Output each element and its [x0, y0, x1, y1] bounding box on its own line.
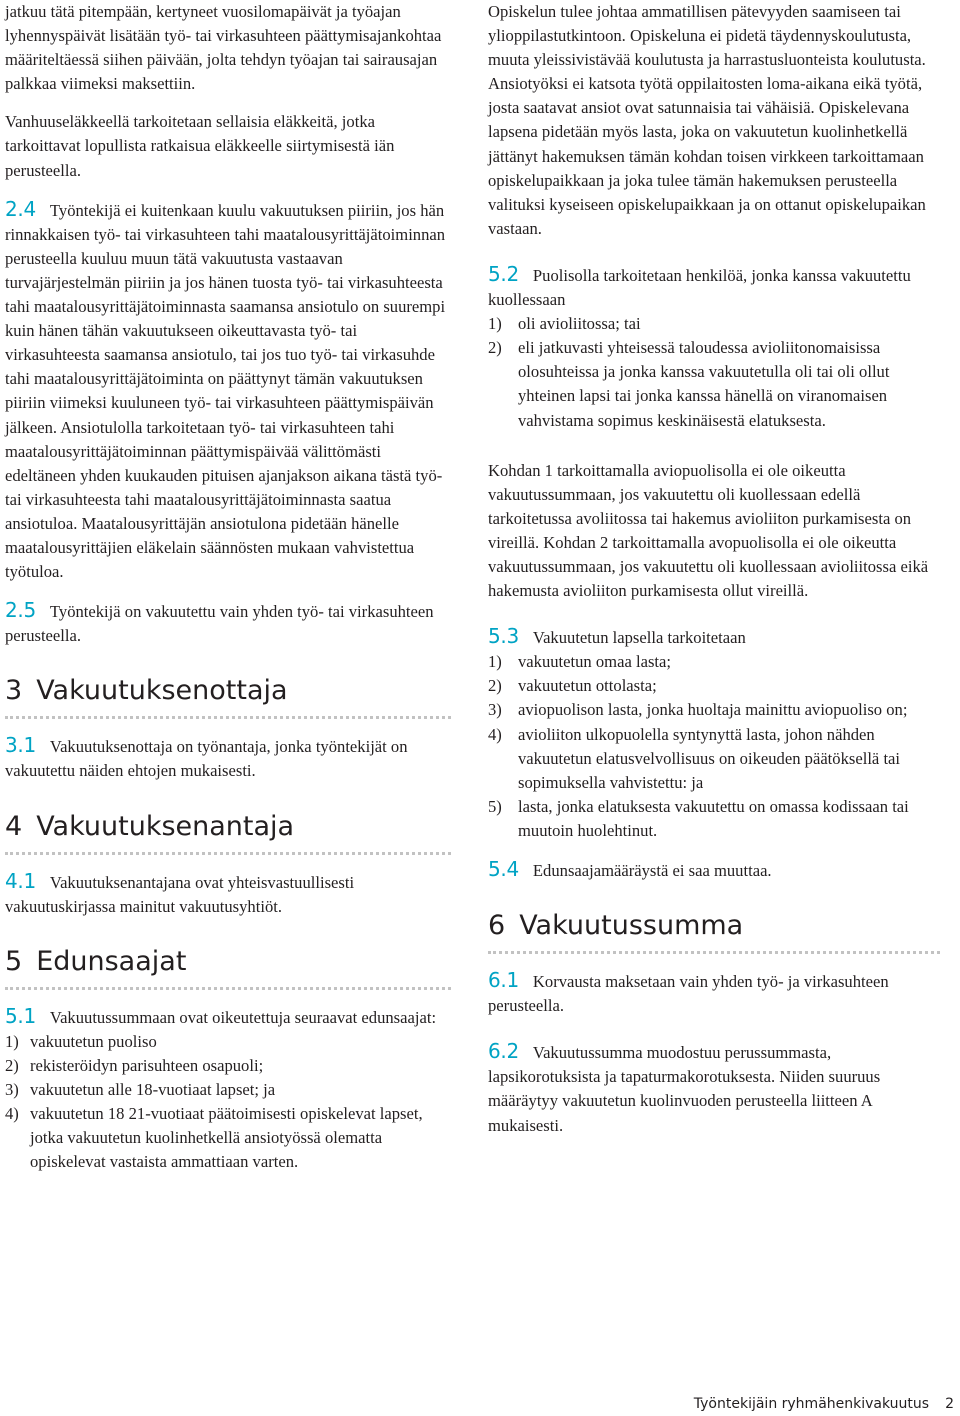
section-2-4 — [5, 197, 451, 585]
list-item — [488, 723, 940, 795]
section-text: Vakuutuksenottaja on työnantaja, jonka työntekijät on vakuutettu näiden ehtojen mukaisesti. — [5, 737, 408, 781]
section-text: Työntekijä ei kuitenkaan kuulu vakuutuksen piiriin, jos hän rinnakkaisen työ- tai virkasuhteen tahi maatalousyrittäjätoiminnan perusteella kuuluu muun tätä vakuutusta vastaavan turvajärjestelmän piiriin ja jos hänen tuosta työ- tai virkasuhteesta tahi maatalousyrittäjätoiminnasta saamansa ansiotulo on suurempi kuin hänen tähän vakuutukseen oikeuttavasta työ- tai virkasuhteesta saamansa ansiotulo, tai jos tuo työ- tai virkasuhde tahi maatalousyrittäjätoiminta on päättynyt tämän vakuutuksen piiriin viimeksi kuuluneen työ- tai virkasuhteen päättymispäivän jälkeen. Ansiotulolla tarkoitetaan työ- tai virkasuhteen tahi maatalousyrittäjätoiminnan päättymispäivää välittömästi edeltäneen yhden kuukauden pituisen ajanjakson aikana tästä työ- tai virkasuhteesta tahi maatalousyrittäjätoiminnasta saatua ansiotuloa. Maatalousyrittäjän ansiotulona pidetään hänelle maatalousyrittäjien eläkelain säännösten mukaan vahvistettua työtuloa. — [5, 200, 446, 582]
list-item — [488, 336, 940, 432]
list-item — [5, 1078, 451, 1102]
footer-title: Työntekijäin ryhmähenkivakuutus — [693, 1396, 930, 1412]
list-text: eli jatkuvasti yhteisessä taloudessa avioliitonomaisissa olosuhteissa ja jonka kanssa vakuutetulla oli tai oli ollut yhteinen lapsi tai jonka kanssa hänellä on viranomaisen vahvistama sopimus keskinäisestä elatuksesta. — [518, 338, 890, 430]
heading-vakuutussumma — [488, 909, 940, 954]
list-text: vakuutetun omaa lasta; — [518, 652, 671, 672]
section-number: 6.2 — [488, 1039, 519, 1064]
list-text: vakuutetun alle 18-vuotiaat lapset; ja — [30, 1080, 276, 1099]
section-number: 5.2 — [488, 261, 519, 286]
section-text: Vakuutuksenantajana ovat yhteisvastuullisesti vakuutuskirjassa mainitut vakuutusyhtiöt. — [5, 872, 355, 916]
list-number: 5) — [488, 796, 502, 816]
heading-number: 6 — [488, 910, 506, 942]
section-text: Vakuutussummaan ovat oikeutettuja seuraavat edunsaajat: — [49, 1007, 437, 1027]
heading-title: Vakuutuksenottaja — [36, 675, 288, 707]
heading-number: 3 — [5, 675, 23, 707]
page-footer — [694, 1396, 954, 1412]
list-number: 1) — [488, 652, 502, 672]
beneficiary-list — [5, 1030, 451, 1175]
section-number: 3.1 — [5, 733, 36, 758]
section-5-3 — [488, 624, 940, 650]
section-number: 5.1 — [5, 1003, 36, 1028]
left-column — [5, 0, 451, 1174]
list-number: 3) — [5, 1080, 19, 1099]
section-text: Korvausta maksetaan vain yhden työ- ja virkasuhteen perusteella. — [488, 972, 889, 1016]
section-number: 4.1 — [5, 868, 36, 893]
section-text: Edunsaajamääräystä ei saa muuttaa. — [532, 861, 772, 880]
paragraph-studies: Opiskelun tulee johtaa ammatillisen pätevyyden saamiseen tai ylioppilastutkintoon. Opiskeluna ei pidetä täydennyskoulutusta, muuta yleissivistävää koulutusta ja harrastusluonteista koulutusta. Ansiotyöksi ei katsota työtä oppilaitosten loma-aikana eikä työtä, josta saatavat ansiot ovat satunnaisia tai vähäisiä. Opiskelevana lapsena pidetään myös lasta, joka on vakuutetun kuolinhetkellä jättänyt hakemuksen tämän kohdan toisen virkkeen tarkoittamaan opiskelupaikkaan ja joka tulee tämän hakemuksen perusteella valituksi kyseiseen opiskelupaikkaan ja on ottanut opiskelupaikan vastaan. — [488, 2, 926, 238]
list-text: vakuutetun 18 21-vuotiaat päätoimisesti opiskelevat lapset, jotka vakuutetun kuolinhetkellä ansiotyössä olematta opiskelevat vastaista ammattiaan varten. — [30, 1104, 423, 1172]
list-text: avioliiton ulkopuolella syntynyttä lasta, johon nähden vakuutetun elatusvelvollisuus on oikeuden päätöksellä tai sopimuksella vahvistettu: ja — [518, 724, 901, 792]
list-number: 4) — [5, 1104, 19, 1124]
list-item — [488, 312, 940, 336]
list-text: rekisteröidyn parisuhteen osapuoli; — [30, 1055, 264, 1075]
list-number: 1) — [488, 314, 502, 334]
section-5-1 — [5, 1004, 451, 1030]
section-6-1 — [488, 968, 940, 1018]
section-3-1 — [5, 733, 451, 783]
section-5-4 — [488, 857, 940, 883]
paragraph-continuation: jatkuu tätä pitempään, kertyneet vuosilomapäivät ja työajan lyhennyspäivät lisätään työ- tai virkasuhteen päättymisajankohtaa määriteltäessä siihen päivään, jolta tehdyn työajan tai sairausajan palkkaa viimeksi maksettiin. — [5, 2, 442, 94]
heading-edunsaajat — [5, 945, 451, 990]
heading-title: Edunsaajat — [36, 945, 187, 977]
list-number: 3) — [488, 700, 502, 720]
section-number: 2.5 — [5, 598, 36, 623]
list-text: vakuutetun puoliso — [30, 1031, 157, 1051]
heading-number: 4 — [5, 810, 23, 842]
list-item — [488, 650, 940, 674]
list-item — [488, 698, 940, 722]
list-text: lasta, jonka elatuksesta vakuutettu on omassa kodissaan tai muutoin huolehtinut. — [518, 796, 909, 840]
heading-number: 5 — [5, 945, 23, 977]
list-text: oli avioliitossa; tai — [518, 314, 641, 334]
list-item — [488, 674, 940, 698]
section-text: Työntekijä on vakuutettu vain yhden työ- tai virkasuhteen perusteella. — [5, 602, 434, 646]
section-2-5 — [5, 598, 451, 648]
section-number: 5.3 — [488, 624, 519, 649]
spouse-list — [488, 312, 940, 432]
section-text: Vakuutussumma muodostuu perussummasta, lapsikorotuksista ja tapaturmakorotuksesta. Niiden suuruus määräytyy vakuutetun kuolinvuoden perusteella liitteen A mukaisesti. — [488, 1043, 881, 1135]
heading-vakuutuksenottaja — [5, 674, 451, 719]
list-number: 2) — [488, 676, 502, 696]
list-number: 4) — [488, 724, 502, 744]
list-item — [5, 1102, 451, 1174]
section-number: 2.4 — [5, 196, 36, 221]
paragraph-retirement: Vanhuuseläkkeellä tarkoitetaan sellaisia eläkkeitä, jotka tarkoittavat lopullista ratkaisua eläkkeelle siirtymisestä iän perusteella. — [5, 112, 395, 180]
heading-vakuutuksenantaja — [5, 810, 451, 855]
list-item — [5, 1030, 451, 1054]
heading-title: Vakuutuksenantaja — [36, 810, 295, 842]
list-number: 2) — [488, 338, 502, 358]
list-text: aviopuolison lasta, jonka huoltaja mainittu aviopuoliso on; — [518, 700, 908, 720]
section-text: Vakuutetun lapsella tarkoitetaan — [532, 628, 746, 648]
list-number: 1) — [5, 1031, 19, 1051]
list-item — [488, 795, 940, 843]
section-5-2 — [488, 262, 940, 312]
paragraph-spouse-rights: Kohdan 1 tarkoittamalla aviopuolisolla ei ole oikeutta vakuutussummaan, jos vakuutettu oli kuollessaan edellä tarkoitetussa avoliitossa tai hakemus avioliiton purkamisesta on vireillä. Kohdan 2 tarkoittamalla avopuolisolla ei ole oikeutta vakuutussummaan, jos vakuutettu oli kuollessaan avioliitossa eikä hakemusta avioliiton purkamisesta ollut vireillä. — [488, 460, 929, 601]
heading-title: Vakuutussumma — [519, 910, 744, 942]
right-column — [488, 0, 940, 1138]
list-text: vakuutetun ottolasta; — [518, 676, 657, 696]
list-item — [5, 1054, 451, 1078]
list-number: 2) — [5, 1055, 19, 1075]
page-number: 2 — [945, 1396, 954, 1412]
section-text: Puolisolla tarkoitetaan henkilöä, jonka kanssa vakuutettu kuollessaan — [488, 265, 911, 310]
child-list — [488, 650, 940, 843]
section-number: 6.1 — [488, 968, 519, 993]
section-number: 5.4 — [488, 857, 519, 881]
section-4-1 — [5, 869, 451, 919]
section-6-2 — [488, 1039, 940, 1137]
